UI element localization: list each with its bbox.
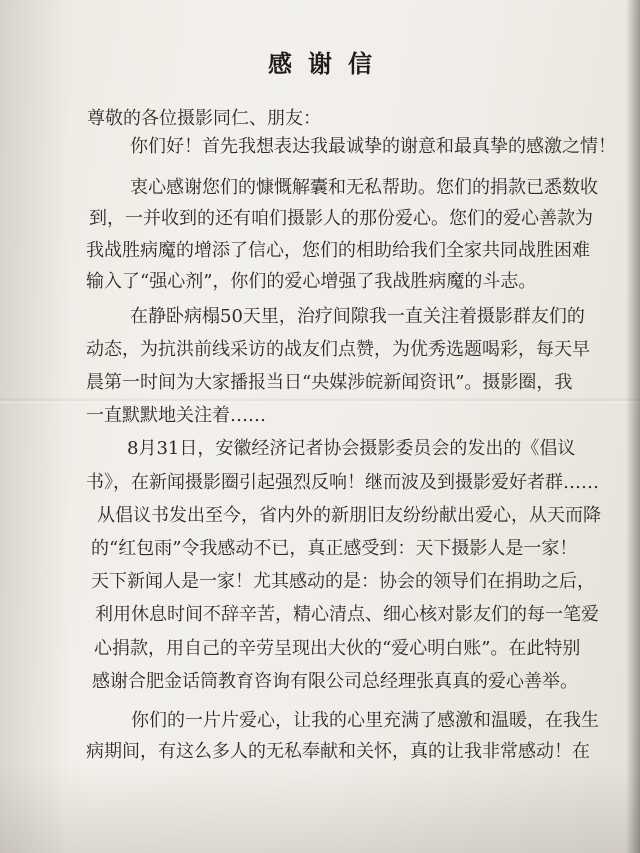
body-line: 你们好！首先我想表达我最诚挚的谢意和最真挚的感激之情！ [130,136,616,157]
body-line: 你们的一片片爱心，让我的心里充满了感激和温暖，在我生 [131,710,599,731]
body-line: 心捐款，用自己的辛劳呈现出大伙的“爱心明白账”。在此特别 [94,638,581,659]
letter-title: 感谢信 [268,50,388,78]
body-line: 利用休息时间不辞辛苦，精心清点、细心核对影友们的每一笔爱 [95,604,599,625]
body-line: 的“红包雨”令我感动不已，真正感受到：天下摄影人是一家！ [91,538,578,559]
body-line: 从倡议书发出至今，省内外的新朋旧友纷纷献出爱心，从天而降 [97,505,601,526]
paper-shadow-left [0,0,70,853]
body-line: 输入了“强心剂”，你们的爱心增强了我战胜病魔的斗志。 [86,271,537,292]
salutation-line: 尊敬的各位摄影同仁、朋友： [87,108,321,129]
body-line: 在静卧病榻50天里，治疗间隙我一直关注着摄影群友们的 [130,306,585,327]
body-line: 动态，为抗洪前线采访的战友们点赞，为优秀选题喝彩，每天早 [86,339,590,360]
body-line: 衷心感谢您们的慷慨解囊和无私帮助。您们的捐款已悉数收 [130,177,598,198]
body-line: 8月31日，安徽经济记者协会摄影委员会的发出的《倡议 [127,438,576,459]
body-line: 一直默默地关注着…… [86,405,266,426]
body-line: 病期间，有这么多人的无私奉献和关怀，真的让我非常感动！在 [86,741,590,762]
body-line: 感谢合肥金话筒教育咨询有限公司总经理张真真的爱心善举。 [92,671,578,692]
paper-fold-crease [0,398,640,404]
body-line: 天下新闻人是一家！尤其感动的是：协会的领导们在捐助之后， [91,571,595,592]
body-line: 晨第一时间为大家播报当日“央媒涉皖新闻资讯”。摄影圈，我 [86,372,573,393]
body-line: 我战胜病魔的增添了信心，您们的相助给我们全家共同战胜困难 [86,240,590,261]
paper-shadow-bottom [0,763,640,853]
body-line: 到，一并收到的还有咱们摄影人的那份爱心。您们的爱心善款为 [89,208,593,229]
body-line: 书》，在新闻摄影圈引起强烈反响！继而波及到摄影爱好者群…… [86,472,599,493]
paper-edge-right [626,0,640,853]
